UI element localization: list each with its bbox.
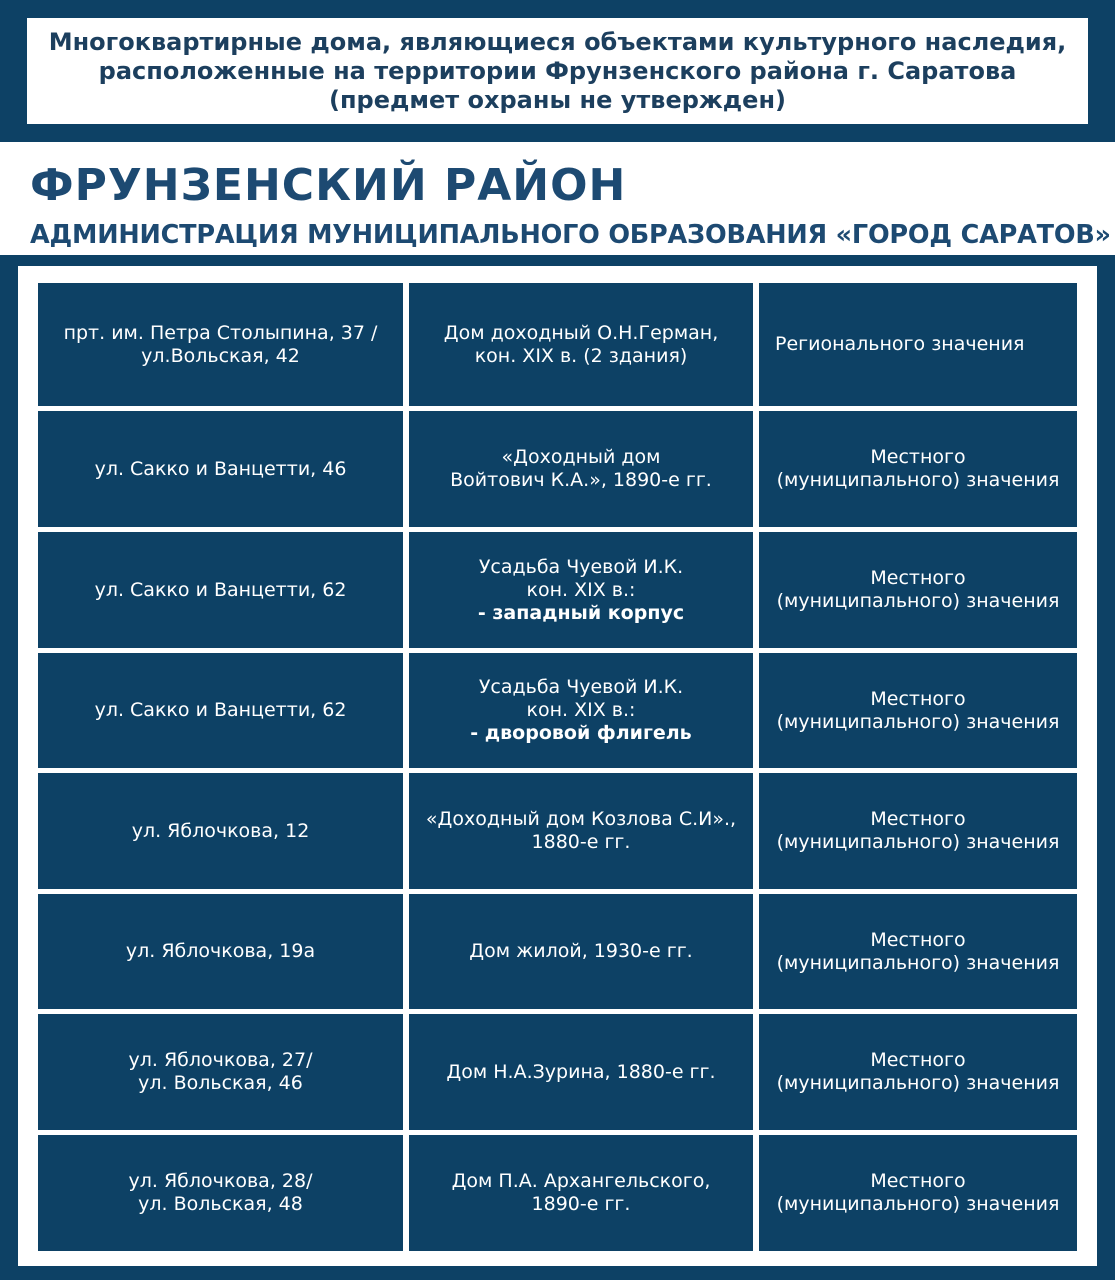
address-cell	[38, 411, 403, 527]
cell-text-line: Регионального значения	[775, 333, 1025, 355]
cell-text-line: (муниципального) значения	[776, 1193, 1060, 1215]
significance-cell	[759, 411, 1077, 527]
cell-text-line: Местного	[870, 928, 966, 951]
address-cell	[38, 653, 403, 768]
cell-text-line: прт. им. Петра Столыпина, 37 /	[63, 321, 378, 344]
cell-text-line: 1880-е гг.	[531, 831, 631, 853]
address-cell	[38, 1135, 403, 1251]
cell-text-line: (муниципального) значения	[776, 831, 1060, 853]
cell-text-line: Дом П.А. Архангельского,	[451, 1170, 711, 1192]
cell-text-line: Местного	[870, 446, 966, 468]
header-line-2: расположенные на территории Фрунзенского района г. Саратова	[98, 56, 1017, 85]
administration-subtitle: АДМИНИСТРАЦИЯ МУНИЦИПАЛЬНОГО ОБРАЗОВАНИЯ «ГОРОД САРАТОВ»	[30, 220, 1111, 250]
cell-text-line: «Доходный дом Козлова С.И».,	[425, 808, 737, 830]
cell-text-line: 1890-е гг.	[531, 1193, 631, 1215]
address-cell	[38, 532, 403, 648]
cell-text-line: ул. Яблочкова, 27/	[128, 1049, 313, 1071]
cell-bold-line: - западный корпус	[477, 601, 685, 624]
significance-cell	[759, 283, 1077, 406]
cell-text-line: Дом доходный О.Н.Герман,	[443, 321, 719, 344]
header-line-1: Многоквартирные дома, являющиеся объектами культурного наследия,	[48, 27, 1067, 56]
cell-text-line: ул. Вольская, 48	[138, 1193, 303, 1215]
cell-text-line: (муниципального) значения	[776, 590, 1060, 612]
cell-text-line: ул. Яблочкова, 12	[131, 819, 310, 842]
address-cell	[38, 773, 403, 889]
significance-cell	[759, 532, 1077, 648]
cell-bold-line: - дворовой флигель	[470, 722, 692, 744]
cell-text-line: Усадьба Чуевой И.К.	[478, 676, 684, 698]
address-cell	[38, 283, 403, 406]
cell-text-line: Усадьба Чуевой И.К.	[478, 555, 684, 578]
name-cell	[409, 1135, 753, 1251]
significance-cell	[759, 653, 1077, 768]
cell-text-line: кон. XIX в. (2 здания)	[474, 344, 688, 367]
cell-text-line: ул. Сакко и Ванцетти, 46	[94, 457, 347, 480]
cell-text-line: кон. XIX в.:	[526, 578, 636, 601]
address-cell	[38, 1014, 403, 1130]
address-cell	[38, 894, 403, 1009]
cell-text-line: Войтович К.А.», 1890-е гг.	[450, 469, 712, 491]
cell-text-line: Дом Н.А.Зурина, 1880-е гг.	[446, 1060, 716, 1083]
cell-text-line: Местного	[870, 567, 966, 589]
cell-text-line: ул. Яблочкова, 28/	[128, 1170, 313, 1192]
name-cell	[409, 773, 753, 889]
cell-text-line: Местного	[870, 1049, 966, 1071]
name-cell	[409, 532, 753, 648]
header-box	[27, 18, 1088, 124]
district-title: ФРУНЗЕНСКИЙ РАЙОН	[30, 160, 627, 211]
cell-text-line: ул. Яблочкова, 19а	[125, 940, 316, 962]
significance-cell	[759, 894, 1077, 1009]
name-cell	[409, 653, 753, 768]
cell-text-line: «Доходный дом	[501, 446, 661, 468]
name-cell	[409, 411, 753, 527]
name-cell	[409, 1014, 753, 1130]
cell-text-line: Дом жилой, 1930-е гг.	[469, 940, 693, 962]
cell-text-line: (муниципального) значения	[776, 469, 1060, 491]
significance-cell	[759, 773, 1077, 889]
cell-text-line: (муниципального) значения	[776, 1072, 1060, 1094]
significance-cell	[759, 1135, 1077, 1251]
header-line-3: (предмет охраны не утвержден)	[328, 85, 787, 114]
cell-text-line: (муниципального) значения	[776, 951, 1060, 974]
name-cell	[409, 894, 753, 1009]
cell-text-line: Местного	[870, 687, 966, 710]
cell-text-line: ул. Сакко и Ванцетти, 62	[94, 699, 347, 721]
cell-text-line: кон. XIX в.:	[526, 699, 636, 721]
cell-text-line: (муниципального) значения	[776, 710, 1060, 733]
cell-text-line: Местного	[870, 808, 966, 830]
significance-cell	[759, 1014, 1077, 1130]
cell-text-line: ул. Сакко и Ванцетти, 62	[94, 578, 347, 601]
name-cell	[409, 283, 753, 406]
cell-text-line: ул. Вольская, 46	[138, 1072, 303, 1094]
cell-text-line: ул.Вольская, 42	[141, 344, 300, 367]
cell-text-line: Местного	[870, 1170, 966, 1192]
